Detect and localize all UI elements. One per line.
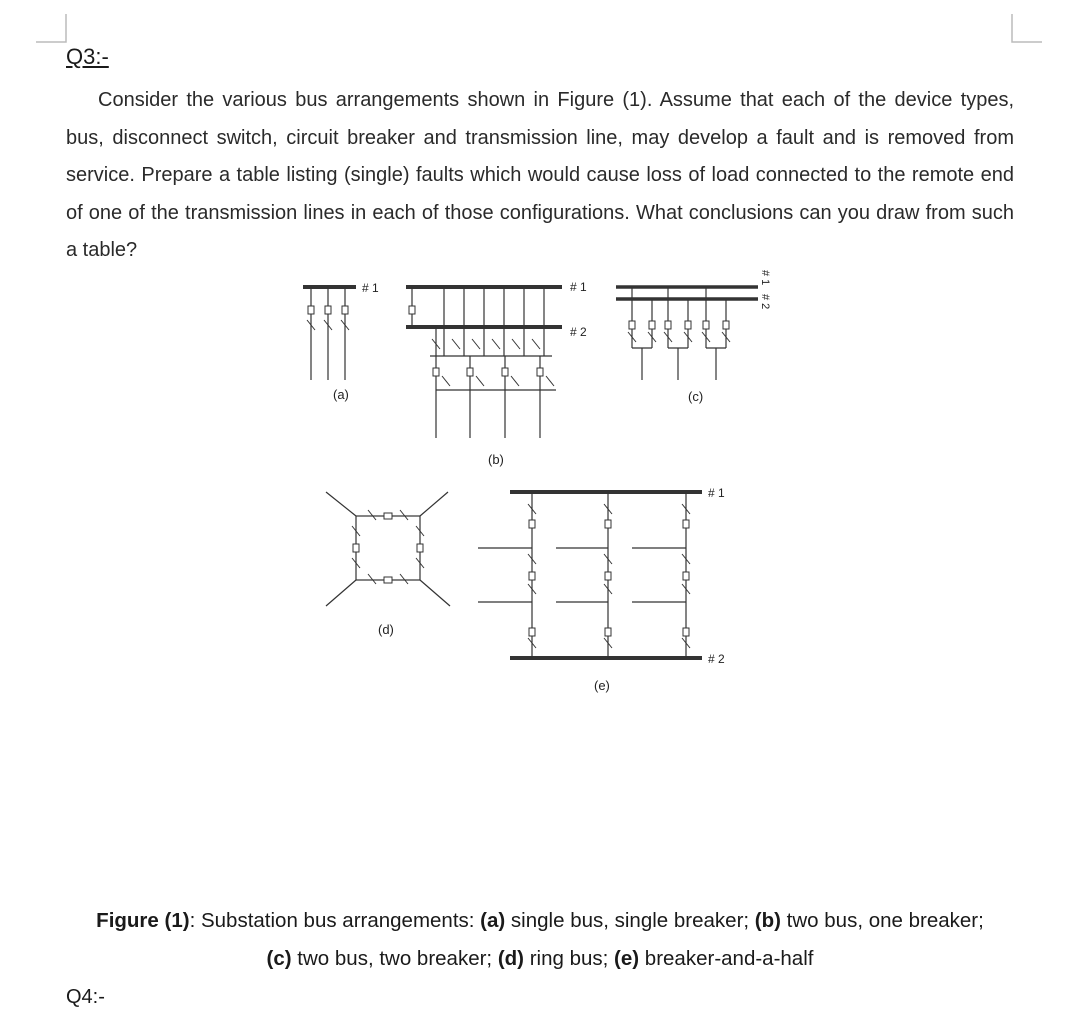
question-heading: Q3:-: [66, 44, 109, 69]
next-question-heading: Q4:-: [66, 986, 105, 1008]
diagram-e-bus1-label: # 1: [708, 486, 725, 500]
caption-figure-ref: Figure (1): [96, 909, 190, 932]
question-body: Consider the various bus arrangements shown in Figure (1). Assume that each of the device types, bus, disconnect switch, circuit breaker and transmission line, may develop a fault and is removed from service. Prepare a table listing (single) faults which would cause loss of load connected to the remote end of one of the transmission lines in each of those configurations. What conclusions can you draw from such a table?: [66, 89, 1014, 261]
page-corner-mark-right: [1008, 14, 1044, 46]
page-corner-mark-left: [36, 14, 72, 46]
caption-c-tag: (c): [266, 947, 292, 970]
diagram-c-bus1-label: # 1: [759, 270, 771, 286]
diagram-a-bus-label: # 1: [362, 281, 379, 295]
diagram-b-two-bus: [406, 287, 562, 438]
caption-intro: : Substation bus arrangements:: [189, 909, 481, 932]
diagram-e-label: (e): [594, 678, 610, 693]
diagram-a-single-bus: [303, 287, 356, 380]
bus-arrangement-figure: [0, 270, 1080, 700]
caption-a-text: single bus, single breaker;: [505, 909, 755, 932]
caption-b-text: two bus, one breaker;: [780, 909, 984, 932]
diagram-c-label: (c): [688, 389, 704, 404]
caption-d-tag: (d): [497, 947, 525, 970]
caption-a-tag: (a): [480, 909, 506, 932]
figure-caption: [40, 902, 1040, 978]
diagram-c-two-bus-two-breaker: [616, 287, 758, 380]
diagram-b-bus2-label: # 2: [570, 325, 587, 339]
diagram-e-bus2-label: # 2: [708, 652, 725, 666]
diagram-e-breaker-and-a-half: [478, 492, 702, 658]
caption-c-text: two bus, two breaker;: [291, 947, 498, 970]
caption-d-text: ring bus;: [524, 947, 615, 970]
diagram-c-bus2-label: # 2: [759, 294, 771, 310]
diagram-b-label: (b): [488, 452, 504, 467]
diagram-b-bus1-label: # 1: [570, 280, 587, 294]
diagram-a-label: (a): [333, 387, 349, 402]
diagram-d-ring-bus: [326, 492, 450, 606]
caption-b-tag: (b): [754, 909, 781, 932]
diagram-d-label: (d): [378, 622, 394, 637]
caption-e-tag: (e): [614, 947, 640, 970]
caption-e-text: breaker-and-a-half: [639, 947, 814, 970]
